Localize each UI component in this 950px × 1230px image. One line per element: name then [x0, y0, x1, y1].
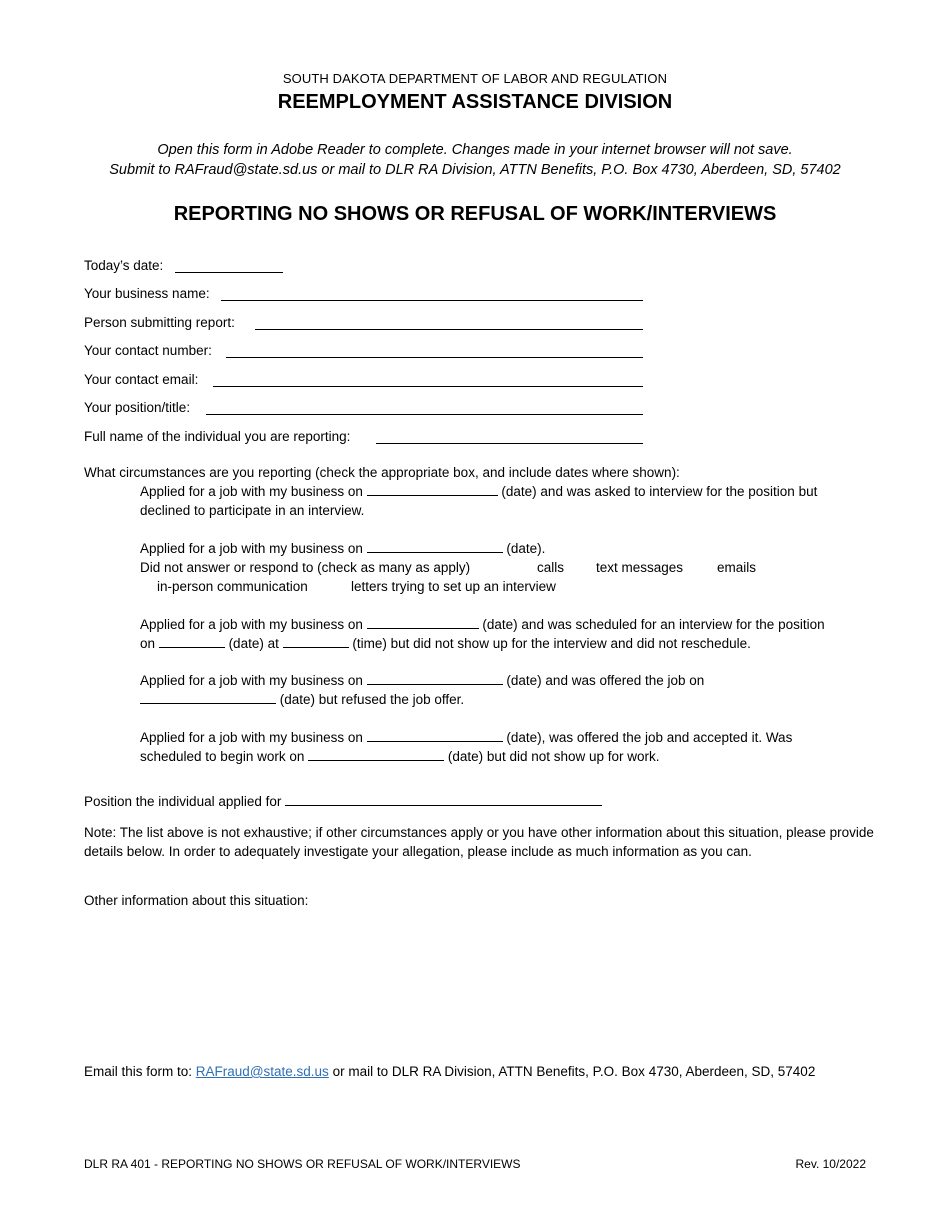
- instruction-line-1: Open this form in Adobe Reader to complete. Changes made in your internet browser will not save.: [157, 142, 793, 158]
- person-submitting-field: [84, 315, 644, 335]
- circumstance-4-date-blank[interactable]: [367, 672, 503, 685]
- individual-name-label: Full name of the individual you are reporting:: [84, 429, 351, 444]
- position-title-label: Your position/title:: [84, 400, 191, 415]
- division-name: REEMPLOYMENT ASSISTANCE DIVISION: [277, 91, 673, 113]
- position-title-input[interactable]: [206, 399, 643, 415]
- contact-email-field: [84, 372, 644, 392]
- note-paragraph: Note: The list above is not exhaustive; if other circumstances apply or you have other information about this situation, please provide details below. In order to adequately investigate your allegation, please include as much information as you can.: [84, 825, 874, 859]
- business-name-input[interactable]: [221, 285, 643, 301]
- circumstance-1-line-1: Applied for a job with my business on (date) and was asked to interview for the position but: [140, 484, 818, 499]
- circumstance-5-line-1: Applied for a job with my business on (date), was offered the job and accepted it. Was: [140, 730, 793, 745]
- individual-name-input[interactable]: [376, 428, 643, 444]
- circumstance-5-line-2: scheduled to begin work on (date) but did not show up for work.: [140, 749, 660, 764]
- circumstance-3-interview-date-blank[interactable]: [159, 635, 225, 648]
- contact-number-field: [84, 343, 644, 363]
- circumstance-3-interview-time-blank[interactable]: [283, 635, 349, 648]
- individual-name-field: [84, 429, 644, 449]
- position-applied-label: Position the individual applied for: [84, 794, 282, 809]
- contact-number-label: Your contact number:: [84, 343, 212, 358]
- other-info-label: Other information about this situation:: [84, 893, 309, 908]
- circumstance-4-offer-date-blank[interactable]: [140, 691, 276, 704]
- todays-date-field: [84, 258, 384, 278]
- department-name: SOUTH DAKOTA DEPARTMENT OF LABOR AND REGULATION: [282, 71, 668, 86]
- circumstance-1-date-blank[interactable]: [367, 483, 498, 496]
- circumstance-2-date-blank[interactable]: [367, 540, 503, 553]
- todays-date-label: Today’s date:: [84, 258, 164, 273]
- option-text-messages[interactable]: text messages: [596, 560, 684, 575]
- person-submitting-label: Person submitting report:: [84, 315, 235, 330]
- circumstance-4-line-1: Applied for a job with my business on (date) and was offered the job on: [140, 673, 705, 688]
- circumstance-1-line-2: declined to participate in an interview.: [140, 503, 365, 518]
- option-calls[interactable]: calls: [537, 560, 565, 575]
- business-name-field: [84, 286, 644, 306]
- todays-date-input[interactable]: [175, 257, 283, 273]
- footer-revision: Rev. 10/2022: [795, 1157, 866, 1171]
- email-line-suffix: or mail to DLR RA Division, ATTN Benefits, P.O. Box 4730, Aberdeen, SD, 57402: [332, 1064, 816, 1079]
- business-name-label: Your business name:: [84, 286, 210, 301]
- option-emails[interactable]: emails: [717, 560, 757, 575]
- email-line-prefix: Email this form to:: [84, 1064, 193, 1079]
- circumstance-3-line-1: Applied for a job with my business on (date) and was scheduled for an interview for the position: [140, 617, 825, 632]
- circumstance-3-date-blank[interactable]: [367, 616, 479, 629]
- email-link[interactable]: RAFraud@state.sd.us: [195, 1064, 329, 1079]
- footer-form-id: DLR RA 401 - REPORTING NO SHOWS OR REFUSAL OF WORK/INTERVIEWS: [84, 1157, 521, 1171]
- contact-email-input[interactable]: [213, 371, 643, 387]
- option-letters[interactable]: letters trying to set up an interview: [351, 579, 556, 594]
- circumstance-5-date-blank[interactable]: [367, 729, 503, 742]
- circumstances-prompt: What circumstances are you reporting (check the appropriate box, and include dates where shown):: [84, 465, 680, 480]
- contact-email-label: Your contact email:: [84, 372, 199, 387]
- form-title: REPORTING NO SHOWS OR REFUSAL OF WORK/INTERVIEWS: [173, 203, 777, 225]
- circumstance-2-line-2: Did not answer or respond to (check as many as apply): [140, 560, 471, 575]
- circumstance-4-line-2: (date) but refused the job offer.: [140, 690, 464, 709]
- circumstance-5-start-date-blank[interactable]: [308, 748, 444, 761]
- other-info-textarea[interactable]: [84, 915, 870, 1049]
- option-in-person-communication[interactable]: in-person communication: [157, 579, 308, 594]
- position-applied-field: [84, 792, 602, 811]
- person-submitting-input[interactable]: [255, 314, 643, 330]
- circumstance-3-line-2: on (date) at (time) but did not show up for the interview and did not reschedule.: [140, 636, 751, 651]
- position-title-field: [84, 400, 644, 420]
- position-applied-blank[interactable]: [285, 793, 602, 806]
- contact-number-input[interactable]: [226, 342, 643, 358]
- email-line: [84, 1062, 815, 1081]
- circumstance-2-line-1: Applied for a job with my business on (date).: [140, 541, 546, 556]
- instruction-line-2: Submit to RAFraud@state.sd.us or mail to DLR RA Division, ATTN Benefits, P.O. Box 4730, Aberdeen, SD, 57402: [109, 162, 841, 178]
